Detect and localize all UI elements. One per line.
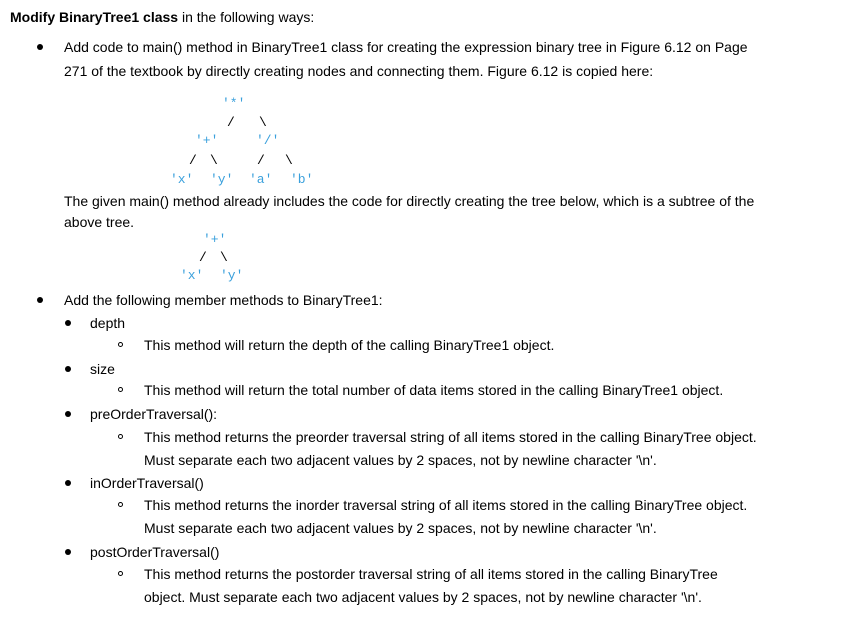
bullet-dot bbox=[65, 411, 71, 417]
item1-line1: Add code to main() method in BinaryTree1 class for creating the expression binary tree in Figure 6.12 on Page bbox=[64, 39, 748, 55]
given-line1: The given main() method already includes the code for directly creating the tree below, which is a subtree of the bbox=[64, 193, 755, 209]
tree2-root-node: '+' bbox=[203, 232, 227, 247]
method-name: preOrderTraversal(): bbox=[90, 406, 218, 422]
item2-text: Add the following member methods to BinaryTree1: bbox=[64, 292, 383, 308]
tree1-right-node: '/' bbox=[256, 133, 280, 148]
tree2-leaf-node: 'y' bbox=[220, 268, 244, 283]
sub-bullet-circle bbox=[118, 387, 123, 392]
tree1-leaf-node: 'b' bbox=[290, 172, 314, 187]
bullet-dot bbox=[37, 297, 43, 303]
assignment-heading bbox=[10, 8, 314, 26]
method-desc: This method returns the preorder traversal string of all items stored in the calling BinaryTree object. bbox=[144, 429, 757, 445]
method-name: size bbox=[90, 361, 115, 377]
sub-bullet-circle bbox=[118, 502, 123, 507]
method-desc: This method returns the inorder traversal string of all items stored in the calling BinaryTree object. bbox=[144, 497, 748, 513]
tree1-left-node: '+' bbox=[195, 133, 219, 148]
heading-rest: in the following ways: bbox=[178, 9, 315, 25]
tree1-edge: \ bbox=[285, 153, 293, 168]
method-desc: object. Must separate each two adjacent values by 2 spaces, not by newline character '\n'. bbox=[144, 589, 702, 605]
tree2-leaf-node: 'x' bbox=[180, 268, 204, 283]
tree1-edge: \ bbox=[210, 153, 218, 168]
method-desc: This method returns the postorder traversal string of all items stored in the calling BinaryTree bbox=[144, 566, 718, 582]
sub-bullet-circle bbox=[118, 342, 123, 347]
tree1-root-node: '*' bbox=[222, 96, 246, 111]
tree2-edge: / bbox=[199, 250, 207, 265]
sub-bullet-circle bbox=[118, 434, 123, 439]
bullet-dot bbox=[65, 480, 71, 486]
tree1-edge: / bbox=[227, 115, 235, 130]
heading-bold: Modify BinaryTree1 class bbox=[10, 9, 179, 25]
bullet-dot bbox=[65, 366, 71, 372]
method-name: postOrderTraversal() bbox=[90, 544, 220, 560]
tree1-edge: / bbox=[257, 153, 265, 168]
method-name: depth bbox=[90, 315, 126, 331]
method-desc: Must separate each two adjacent values by 2 spaces, not by newline character '\n'. bbox=[144, 520, 657, 536]
method-desc: Must separate each two adjacent values by 2 spaces, not by newline character '\n'. bbox=[144, 452, 657, 468]
given-line2: above tree. bbox=[64, 214, 135, 230]
tree1-leaf-node: 'x' bbox=[170, 172, 194, 187]
sub-bullet-circle bbox=[118, 571, 123, 576]
tree1-edge: / bbox=[189, 153, 197, 168]
method-name: inOrderTraversal() bbox=[90, 475, 204, 491]
item1-line2: 271 of the textbook by directly creating nodes and connecting them. Figure 6.12 is copied here: bbox=[64, 63, 654, 79]
tree1-edge: \ bbox=[259, 115, 267, 130]
bullet-dot bbox=[37, 44, 43, 50]
method-desc: This method will return the total number of data items stored in the calling BinaryTree1 object. bbox=[144, 382, 724, 398]
method-desc: This method will return the depth of the calling BinaryTree1 object. bbox=[144, 337, 555, 353]
tree2-edge: \ bbox=[220, 250, 228, 265]
bullet-dot bbox=[65, 549, 71, 555]
tree1-leaf-node: 'y' bbox=[210, 172, 234, 187]
tree1-leaf-node: 'a' bbox=[249, 172, 273, 187]
bullet-dot bbox=[65, 320, 71, 326]
